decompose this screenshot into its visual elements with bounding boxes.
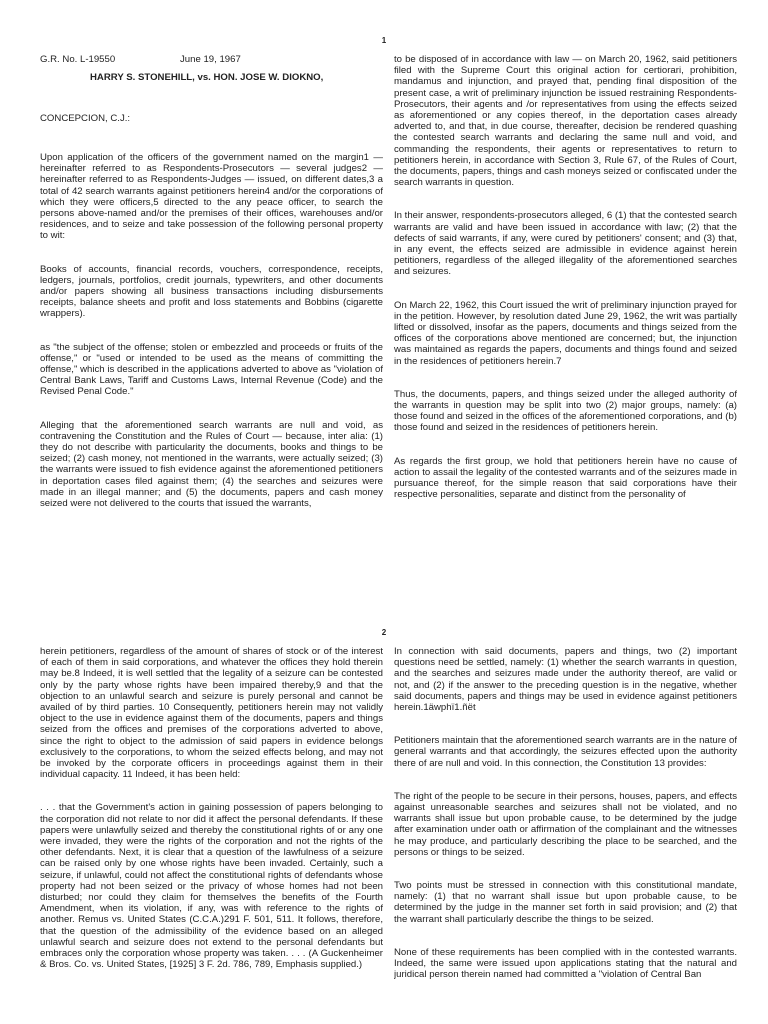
paragraph: As regards the first group, we hold that petitioners herein have no cause of action to assail the legality of the contested warrants and of the seizures made in pursuance thereof, for the simple reason that said corporations have their respective personalities, separate and distinct from the personality of <box>394 455 737 501</box>
paragraph: Thus, the documents, papers, and things seized under the alleged authority of the warrants in question may be split into two (2) major groups, namely: (a) those found and seized in the offices of the aforementioned corporations, and (b) those found and seized in the residences of petitioners herein. <box>394 388 737 434</box>
opinion-author: CONCEPCION, C.J.: <box>40 113 131 124</box>
page2-left-column <box>40 646 383 1024</box>
paragraph: Upon application of the officers of the government named on the margin1 — hereinafter referred to as Respondents-Prosecutors — several judges2 — hereinafter referred to as Respondents-Judges — issued, on different dates,3 a total of 42 search warrants against petitioners herein4 and/or the corporations of which they were officers,5 directed to the any peace officer, to search the persons above-named and/or the premises of their offices, warehouses and/or residences, and to seize and take possession of the following personal property to wit: <box>40 152 383 242</box>
case-title: HARRY S. STONEHILL, vs. HON. JOSE W. DIOKNO, <box>90 72 324 83</box>
page-number-2: 2 <box>381 628 387 637</box>
case-date: June 19, 1967 <box>180 54 241 65</box>
paragraph: On March 22, 1962, this Court issued the writ of preliminary injunction prayed for in the petition. However, by resolution dated June 29, 1962, the writ was partially lifted or dissolved, insofar as the papers, documents and things seized from the offices of the corporations above mentioned are concerned; but, the injunction was maintained as regards the papers, documents and things found and seized in the residences of petitioners herein.7 <box>394 299 737 367</box>
paragraph: to be disposed of in accordance with law — on March 20, 1962, said petitioners filed with the Supreme Court this original action for certiorari, prohibition, mandamus and injunction, and prayed that, pending final disposition of the present case, a writ of preliminary injunction be issued restraining Respondents-Prosecutors, their agents and /or representatives from using the effects seized as aforementioned or any copies thereof, in the deportation cases already adverted to, and that, in due course, thereafter, decision be rendered quashing the contested search warrants and declaring the same null and void, and commanding the respondents, their agents or representatives to return to petitioners herein, in accordance with Section 3, Rule 67, of the Rules of Court, the documents, papers, things and cash moneys seized or confiscated under the search warrants in question. <box>394 54 737 189</box>
paragraph: Petitioners maintain that the aforementioned search warrants are in the nature of general warrants and that accordingly, the seizures effected upon the authority there of are null and void. In this connection, the Constitution 13 provides: <box>394 735 737 769</box>
quoted-paragraph: The right of the people to be secure in their persons, houses, papers, and effects against unreasonable searches and seizures shall not be violated, and no warrants shall issue but upon probable cause, to be determined by the judge after examination under oath or affirmation of the complainant and the witnesses he may produce, and particularly describing the place to be searched, and the persons or things to be seized. <box>394 790 737 858</box>
page-number-1: 1 <box>381 36 387 45</box>
paragraph: herein petitioners, regardless of the amount of shares of stock or of the interest of each of them in said corporations, and whatever the offices they hold therein may be.8 Indeed, it is well settled that the legality of a seizure can be contested only by the party whose rights have been impaired thereby,9 and that the objection to an unlawful search and seizure is purely personal and cannot be availed of by third parties. 10 Consequently, petitioners herein may not validly object to the use in evidence against them of the documents, papers and things seized from the offices and premises of the corporations adverted to above, since the right to object to the admission of said papers in evidence belongs exclusively to the corporations, to whom the seized effects belong, and may not be invoked by the corporate officers in proceedings against them in their individual capacity. 11 Indeed, it has been held: <box>40 646 383 781</box>
page2-right-column <box>394 646 737 1024</box>
paragraph: Books of accounts, financial records, vouchers, correspondence, receipts, ledgers, journals, portfolios, credit journals, typewriters, and other documents and/or papers showing all business transactions including disbursements receipts, balance sheets and profit and loss statements and Bobbins (cigarette wrappers). <box>40 263 383 320</box>
paragraph: In connection with said documents, papers and things, two (2) important questions need be settled, namely: (1) whether the search warrants in question, and the searches and seizures made under the authority thereof, are valid or not, and (2) if the answer to the preceding question is in the negative, whether said documents, papers and things may be used in evidence against petitioners herein.1äwphï1.ñët <box>394 646 737 714</box>
paragraph: Alleging that the aforementioned search warrants are null and void, as contravening the Constitution and the Rules of Court — because, inter alia: (1) they do not describe with particularity the documents, books and things to be seized; (2) cash money, not mentioned in the warrants, were actually seized; (3) the warrants were issued to fish evidence against the aforementioned petitioners in deportation cases filed against them; (4) the searches and seizures were made in an illegal manner; and (5) the documents, papers and cash money seized were not delivered to the courts that issued the warrants, <box>40 419 383 510</box>
paragraph: None of these requirements has been complied with in the contested warrants. Indeed, the same were issued upon applications stating that the natural and juridical person therein named had committed a "violation of Central Ban <box>394 946 737 981</box>
paragraph: In their answer, respondents-prosecutors alleged, 6 (1) that the contested search warrants are valid and have been issued in accordance with law; (2) that the defects of said warrants, if any, were cured by petitioners' consent; and (3) that, in any event, the effects seized are admissible in evidence against herein petitioners, regardless of the alleged illegality of the aforementioned searches and seizures. <box>394 210 737 278</box>
page1-left-column <box>40 152 383 552</box>
quoted-paragraph: . . . that the Government's action in gaining possession of papers belonging to the corporation did not relate to nor did it affect the personal defendants. If these papers were unlawfully seized and thereby the constitutional rights of or any one were invaded, they were the rights of the corporation and not the rights of the other defendants. Next, it is clear that a question of the lawfulness of a seizure can be raised only by one whose rights have been invaded. Certainly, such a seizure, if unlawful, could not affect the constitutional rights of defendants whose property had not been seized or the privacy of whose homes had not been disturbed; nor could they claim for themselves the benefits of the Fourth Amendment, when its violation, if any, was with reference to the rights of another. Remus vs. United States (C.C.A.)291 F. 501, 511. It follows, therefore, that the question of the admissibility of the evidence based on an alleged unlawful search and seizure does not extend to the personal defendants but embraces only the corporation whose property was taken. . . . (A Guckenheimer & Bros. Co. vs. United States, [1925] 3 F. 2d. 786, 789, Emphasis supplied.) <box>40 802 383 971</box>
page1-right-column <box>394 54 737 552</box>
case-number: G.R. No. L-19550 <box>40 54 116 65</box>
paragraph: as "the subject of the offense; stolen or embezzled and proceeds or fruits of the offense," or "used or intended to be used as the means of committing the offense," which is described in the applications adverted to above as "violation of Central Bank Laws, Tariff and Customs Laws, Internal Revenue (Code) and the Revised Penal Code." <box>40 341 383 398</box>
paragraph: Two points must be stressed in connection with this constitutional mandate, namely: (1) that no warrant shall issue but upon probable cause, to be determined by the judge in the manner set forth in said provision; and (2) that the warrant shall particularly describe the things to be seized. <box>394 880 737 925</box>
